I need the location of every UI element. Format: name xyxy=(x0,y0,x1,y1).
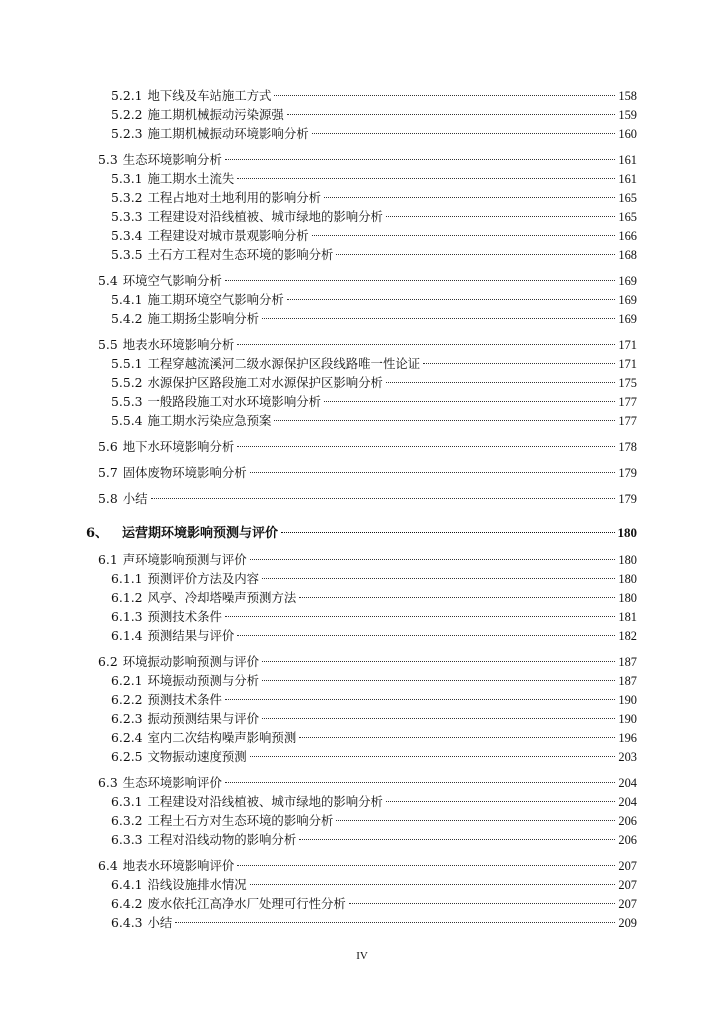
toc-entry-number: 5.3.4 xyxy=(111,228,143,243)
dot-leader xyxy=(250,472,616,473)
toc-entry-page: 179 xyxy=(618,492,637,506)
toc-entry-title: 工程对沿线动物的影响分析 xyxy=(147,832,297,847)
toc-entry-page: 181 xyxy=(618,610,637,624)
toc-entry[interactable] xyxy=(111,876,637,894)
toc-entry-page: 180 xyxy=(618,553,637,567)
toc-entry-page: 207 xyxy=(618,859,637,873)
toc-entry-title: 室内二次结构噪声影响预测 xyxy=(147,730,297,745)
toc-entry-title: 运营期环境影响预测与评价 xyxy=(122,526,279,541)
toc-entry-title: 声环境影响预测与评价 xyxy=(122,552,247,567)
toc-entry[interactable] xyxy=(111,748,637,766)
toc-entry[interactable] xyxy=(98,653,637,671)
toc-entry-number: 6.2.5 xyxy=(111,749,143,764)
toc-entry-page: 177 xyxy=(618,414,637,428)
dot-leader xyxy=(237,446,615,447)
page-number: IV xyxy=(356,950,368,962)
dot-leader xyxy=(225,280,616,281)
toc-entry-title: 环境空气影响分析 xyxy=(122,273,222,288)
toc-entry[interactable] xyxy=(98,438,637,456)
toc-entry[interactable] xyxy=(111,589,637,607)
toc-entry[interactable] xyxy=(111,125,637,143)
toc-entry-title: 预测技术条件 xyxy=(147,692,222,707)
toc-entry[interactable] xyxy=(111,374,637,392)
toc-entry-number: 6.2.3 xyxy=(111,711,143,726)
toc-entry-page: 207 xyxy=(618,878,637,892)
dot-leader xyxy=(287,114,616,115)
toc-entry[interactable] xyxy=(98,774,637,792)
toc-entry-title: 地下水环境影响分析 xyxy=(122,439,235,454)
toc-entry-number: 5.5.3 xyxy=(111,394,143,409)
toc-entry-number: 6.4 xyxy=(98,858,118,873)
toc-entry-page: 169 xyxy=(618,274,637,288)
toc-entry-page: 180 xyxy=(617,525,637,540)
dot-leader xyxy=(336,820,615,821)
toc-entry-title: 地表水环境影响分析 xyxy=(122,337,235,352)
toc-entry[interactable] xyxy=(111,729,637,747)
toc-entry[interactable] xyxy=(111,570,637,588)
toc-entry-page: 180 xyxy=(618,572,637,586)
toc-entry-number: 5.3.5 xyxy=(111,247,143,262)
dot-leader xyxy=(281,532,614,533)
toc-entry[interactable] xyxy=(111,393,637,411)
toc-entry-page: 187 xyxy=(618,655,637,669)
toc-entry-title: 预测评价方法及内容 xyxy=(147,571,260,586)
toc-entry-title: 施工期水土流失 xyxy=(147,171,235,186)
dot-leader xyxy=(237,344,615,345)
toc-entry-page: 178 xyxy=(618,440,637,454)
toc-entry-page: 196 xyxy=(618,731,637,745)
toc-entry-number: 6.4.3 xyxy=(111,915,143,930)
toc-entry-number: 5.3.1 xyxy=(111,171,143,186)
toc-entry-number: 5.4.1 xyxy=(111,292,143,307)
toc-entry-title: 生态环境影响评价 xyxy=(122,775,222,790)
toc-entry-title: 工程穿越流溪河二级水源保护区段线路唯一性论证 xyxy=(147,356,421,371)
toc-entry-number: 6.3.2 xyxy=(111,813,143,828)
dot-leader xyxy=(386,216,615,217)
toc-entry-title: 施工期机械振动环境影响分析 xyxy=(147,126,309,141)
toc-entry[interactable] xyxy=(111,246,637,264)
toc-entry-number: 5.5 xyxy=(98,337,118,352)
toc-entry-number: 5.3.2 xyxy=(111,190,143,205)
dot-leader xyxy=(423,363,615,364)
toc-entry[interactable] xyxy=(111,412,637,430)
dot-leader xyxy=(324,401,615,402)
toc-entry-page: 203 xyxy=(618,750,637,764)
dot-leader xyxy=(237,635,615,636)
toc-entry-number: 5.2.3 xyxy=(111,126,143,141)
toc-entry-page: 161 xyxy=(618,153,637,167)
toc-entry[interactable] xyxy=(98,551,637,569)
toc-entry-page: 204 xyxy=(618,776,637,790)
dot-leader xyxy=(274,420,615,421)
toc-entry-title: 施工期扬尘影响分析 xyxy=(147,311,260,326)
dot-leader xyxy=(250,884,616,885)
toc-entry-number: 6、 xyxy=(86,526,109,541)
toc-entry-title: 预测结果与评价 xyxy=(147,628,235,643)
dot-leader xyxy=(262,661,615,662)
toc-entry-title: 风亭、冷却塔噪声预测方法 xyxy=(147,590,297,605)
dot-leader xyxy=(336,254,615,255)
toc-entry[interactable] xyxy=(111,87,637,105)
toc-entry-title: 小结 xyxy=(147,915,173,930)
toc-entry-number: 5.4 xyxy=(98,273,118,288)
dot-leader xyxy=(287,299,616,300)
toc-entry[interactable] xyxy=(111,608,637,626)
toc-entry-title: 工程土石方对生态环境的影响分析 xyxy=(147,813,334,828)
dot-leader xyxy=(225,699,616,700)
toc-entry[interactable] xyxy=(111,170,637,188)
toc-entry-number: 6.2.2 xyxy=(111,692,143,707)
toc-entry-title: 施工期机械振动污染源强 xyxy=(147,107,284,122)
toc-entry-number: 5.4.2 xyxy=(111,311,143,326)
toc-entry-page: 159 xyxy=(618,108,637,122)
toc-entry-number: 6.2 xyxy=(98,654,118,669)
toc-entry[interactable] xyxy=(111,672,637,690)
toc-entry-number: 6.1.4 xyxy=(111,628,143,643)
toc-entry-page: 207 xyxy=(618,897,637,911)
toc-entry-title: 预测技术条件 xyxy=(147,609,222,624)
toc-entry-page: 175 xyxy=(618,376,637,390)
toc-entry[interactable] xyxy=(98,272,637,290)
toc-entry-page: 161 xyxy=(618,172,637,186)
dot-leader xyxy=(237,865,615,866)
toc-entry-number: 5.8 xyxy=(98,491,118,506)
toc-entry-page: 206 xyxy=(618,814,637,828)
toc-entry[interactable] xyxy=(111,189,637,207)
dot-leader xyxy=(274,95,615,96)
dot-leader xyxy=(262,718,615,719)
toc-entry[interactable] xyxy=(98,151,637,169)
toc-entry-page: 171 xyxy=(618,338,637,352)
toc-entry[interactable] xyxy=(98,336,637,354)
toc-entry[interactable] xyxy=(111,895,637,913)
dot-leader xyxy=(262,318,615,319)
toc-entry[interactable] xyxy=(98,490,637,508)
toc-entry-title: 施工期环境空气影响分析 xyxy=(147,292,284,307)
toc-entry-page: 166 xyxy=(618,229,637,243)
toc-entry-title: 沿线设施排水情况 xyxy=(147,877,247,892)
dot-leader xyxy=(151,498,616,499)
toc-entry-title: 工程占地对土地利用的影响分析 xyxy=(147,190,321,205)
toc-entry-title: 土石方工程对生态环境的影响分析 xyxy=(147,247,334,262)
toc-entry[interactable] xyxy=(111,227,637,245)
toc-entry-title: 地表水环境影响评价 xyxy=(122,858,235,873)
toc-entry-title: 环境振动影响预测与评价 xyxy=(122,654,260,669)
dot-leader xyxy=(386,801,615,802)
toc-entry-page: 158 xyxy=(618,89,637,103)
toc-entry-page: 169 xyxy=(618,293,637,307)
toc-entry-page: 171 xyxy=(618,357,637,371)
toc-entry-title: 工程建设对城市景观影响分析 xyxy=(147,228,309,243)
toc-entry[interactable] xyxy=(111,291,637,309)
toc-entry-page: 165 xyxy=(618,210,637,224)
toc-entry[interactable] xyxy=(111,691,637,709)
dot-leader xyxy=(312,133,616,134)
dot-leader xyxy=(225,159,616,160)
toc-entry-title: 地下线及车站施工方式 xyxy=(147,88,272,103)
toc-entry-title: 振动预测结果与评价 xyxy=(147,711,260,726)
toc-entry-number: 6.3.1 xyxy=(111,794,143,809)
toc-entry-page: 177 xyxy=(618,395,637,409)
toc-entry[interactable] xyxy=(111,627,637,645)
toc-entry-number: 6.4.1 xyxy=(111,877,143,892)
dot-leader xyxy=(299,737,615,738)
toc-entry-number: 5.5.2 xyxy=(111,375,143,390)
dot-leader xyxy=(225,616,616,617)
toc-entry-number: 5.3 xyxy=(98,152,118,167)
dot-leader xyxy=(349,903,616,904)
toc-entry-number: 6.3.3 xyxy=(111,832,143,847)
dot-leader xyxy=(386,382,615,383)
toc-entry[interactable] xyxy=(111,914,637,932)
dot-leader xyxy=(225,782,616,783)
toc-entry[interactable] xyxy=(111,831,637,849)
toc-entry-number: 5.2.1 xyxy=(111,88,143,103)
dot-leader xyxy=(312,235,616,236)
toc-entry[interactable] xyxy=(111,106,637,124)
toc-entry-number: 5.3.3 xyxy=(111,209,143,224)
toc-entry-number: 6.1.3 xyxy=(111,609,143,624)
toc-entry-number: 5.2.2 xyxy=(111,107,143,122)
toc-entry-page: 180 xyxy=(618,591,637,605)
dot-leader xyxy=(250,756,616,757)
toc-entry-title: 固体废物环境影响分析 xyxy=(122,465,247,480)
toc-entry[interactable] xyxy=(111,793,637,811)
toc-entry-page: 165 xyxy=(618,191,637,205)
toc-entry-number: 6.1.2 xyxy=(111,590,143,605)
toc-entry-page: 160 xyxy=(618,127,637,141)
toc-entry-page: 204 xyxy=(618,795,637,809)
toc-entry-title: 生态环境影响分析 xyxy=(122,152,222,167)
toc-entry-page: 169 xyxy=(618,312,637,326)
toc-entry[interactable] xyxy=(111,310,637,328)
toc-entry-title: 施工期水污染应急预案 xyxy=(147,413,272,428)
toc-entry-page: 182 xyxy=(618,629,637,643)
toc-entry[interactable] xyxy=(111,812,637,830)
toc-entry-title: 工程建设对沿线植被、城市绿地的影响分析 xyxy=(147,794,383,809)
dot-leader xyxy=(262,680,615,681)
toc-entry-page: 206 xyxy=(618,833,637,847)
toc-entry-title: 小结 xyxy=(122,491,148,506)
toc-entry-page: 187 xyxy=(618,674,637,688)
toc-entry-page: 190 xyxy=(618,712,637,726)
toc-chapter-entry[interactable] xyxy=(86,524,637,542)
toc-entry[interactable] xyxy=(111,208,637,226)
toc-entry-number: 5.6 xyxy=(98,439,118,454)
dot-leader xyxy=(175,922,615,923)
toc-entry-number: 5.5.1 xyxy=(111,356,143,371)
toc-entry-title: 废水依托江高净水厂处理可行性分析 xyxy=(147,896,346,911)
toc-entry-title: 水源保护区路段施工对水源保护区影响分析 xyxy=(147,375,383,390)
toc-entry-page: 168 xyxy=(618,248,637,262)
toc-entry-number: 6.4.2 xyxy=(111,896,143,911)
toc-entry-page: 179 xyxy=(618,466,637,480)
dot-leader xyxy=(299,597,615,598)
toc-entry-title: 环境振动预测与分析 xyxy=(147,673,260,688)
toc-entry-number: 6.2.4 xyxy=(111,730,143,745)
toc-entry-page: 190 xyxy=(618,693,637,707)
dot-leader xyxy=(324,197,615,198)
toc-entry-number: 6.1 xyxy=(98,552,118,567)
toc-entry[interactable] xyxy=(111,710,637,728)
toc-entry[interactable] xyxy=(98,464,637,482)
toc-entry-number: 6.2.1 xyxy=(111,673,143,688)
toc-entry-number: 5.7 xyxy=(98,465,118,480)
toc-entry[interactable] xyxy=(98,857,637,875)
toc-entry-title: 工程建设对沿线植被、城市绿地的影响分析 xyxy=(147,209,383,224)
toc-entry-title: 一般路段施工对水环境影响分析 xyxy=(147,394,321,409)
toc-entry[interactable] xyxy=(111,355,637,373)
toc-entry-number: 5.5.4 xyxy=(111,413,143,428)
toc-entry-page: 209 xyxy=(618,916,637,930)
toc-entry-number: 6.1.1 xyxy=(111,571,143,586)
dot-leader xyxy=(299,839,615,840)
dot-leader xyxy=(250,559,616,560)
toc-entry-number: 6.3 xyxy=(98,775,118,790)
dot-leader xyxy=(237,178,615,179)
toc-entry-title: 文物振动速度预测 xyxy=(147,749,247,764)
dot-leader xyxy=(262,578,615,579)
